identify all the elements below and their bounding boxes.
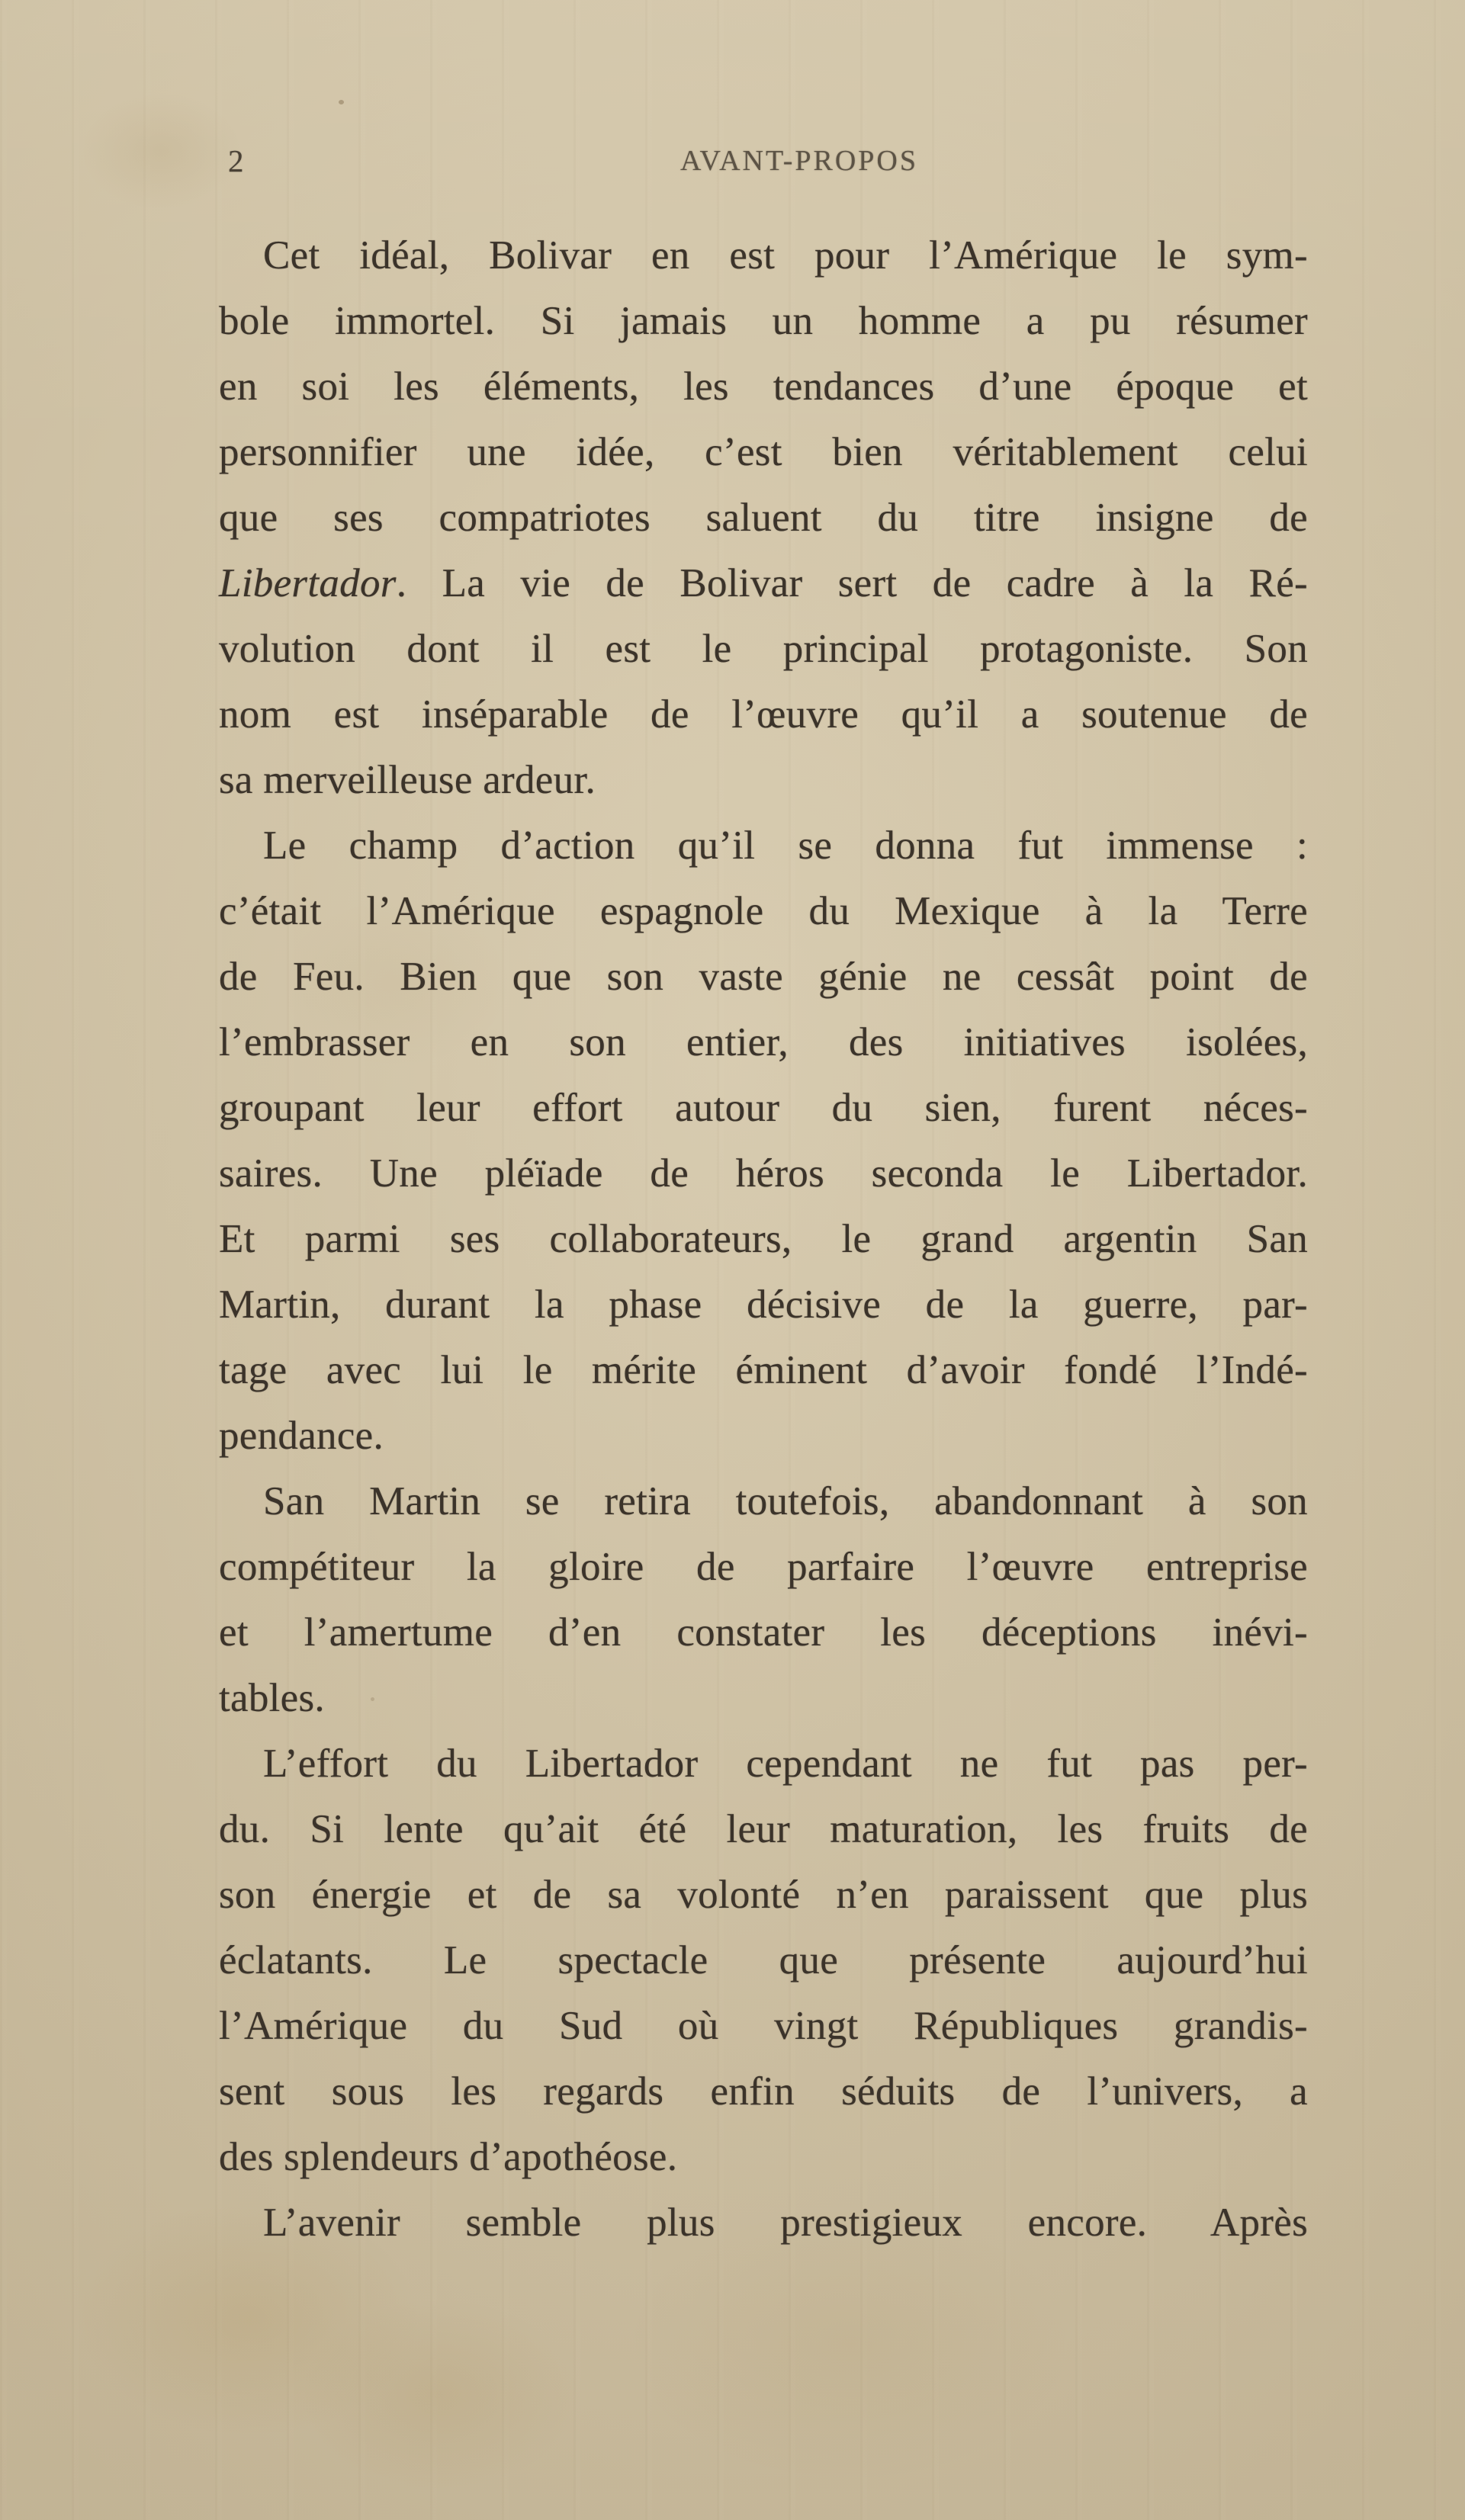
text-segment: l’embrasser en son entier, des initiatives isolées,: [219, 1020, 1308, 1064]
body-text: [219, 223, 1308, 2255]
text-segment: sent sous les regards enfin séduits de l’univers, a: [219, 2069, 1308, 2114]
text-line: [219, 2124, 1308, 2190]
text-segment: Cet idéal, Bolivar en est pour l’Amérique le sym-: [263, 233, 1308, 278]
text-segment: l’Amérique du Sud où vingt Républiques grandis-: [219, 2004, 1308, 2048]
text-line: [219, 1796, 1308, 1862]
text-line: [219, 288, 1308, 354]
text-segment: tables.: [219, 1676, 325, 1720]
text-line: [219, 813, 1308, 878]
text-line: [219, 1600, 1308, 1665]
text-line: [219, 1469, 1308, 1534]
text-segment: des splendeurs d’apothéose.: [219, 2135, 678, 2179]
text-segment: de Feu. Bien que son vaste génie ne cessât point de: [219, 955, 1308, 999]
text-line: [219, 616, 1308, 682]
text-line: [219, 1534, 1308, 1600]
text-line: [219, 1075, 1308, 1141]
text-segment: en soi les éléments, les tendances d’une époque et: [219, 364, 1308, 409]
text-line: [219, 1010, 1308, 1075]
text-segment: personnifier une idée, c’est bien véritablement celui: [219, 430, 1308, 474]
text-line: [219, 354, 1308, 419]
text-segment: que ses compatriotes saluent du titre insigne de: [219, 496, 1308, 540]
text-line: [219, 944, 1308, 1010]
text-segment: nom est inséparable de l’œuvre qu’il a soutenue de: [219, 692, 1308, 737]
text-line: [219, 1403, 1308, 1469]
text-segment: saires. Une pléïade de héros seconda le Libertador.: [219, 1151, 1308, 1196]
text-segment: L’avenir semble plus prestigieux encore. Après: [263, 2201, 1308, 2245]
text-segment: sa merveilleuse ardeur.: [219, 758, 596, 802]
text-line: [219, 878, 1308, 944]
text-segment: pendance.: [219, 1414, 384, 1458]
text-line: [219, 1272, 1308, 1337]
italic-text: Libertador: [219, 561, 397, 605]
text-line: [219, 747, 1308, 813]
text-segment: . La vie de Bolivar sert de cadre à la Ré-: [396, 561, 1308, 605]
text-segment: Martin, durant la phase décisive de la guerre, par-: [219, 1282, 1308, 1327]
text-segment: son énergie et de sa volonté n’en paraissent que plus: [219, 1873, 1308, 1917]
text-segment: Et parmi ses collaborateurs, le grand argentin San: [219, 1217, 1308, 1261]
text-segment: volution dont il est le principal protagoniste. Son: [219, 627, 1308, 671]
text-segment: groupant leur effort autour du sien, furent néces-: [219, 1086, 1308, 1130]
text-line: [219, 2190, 1308, 2255]
text-segment: éclatants. Le spectacle que présente aujourd’hui: [219, 1938, 1308, 1982]
text-line: [219, 1141, 1308, 1206]
text-line: [219, 1731, 1308, 1796]
text-segment: c’était l’Amérique espagnole du Mexique à la Terre: [219, 889, 1308, 933]
text-line: [219, 551, 1308, 616]
text-line: [219, 2059, 1308, 2124]
text-line: [219, 1862, 1308, 1928]
text-segment: et l’amertume d’en constater les déceptions inévi-: [219, 1610, 1308, 1655]
running-title: AVANT-PROPOS: [680, 145, 918, 177]
text-segment: du. Si lente qu’ait été leur maturation, les fruits de: [219, 1807, 1308, 1851]
text-line: [219, 1206, 1308, 1272]
text-line: [219, 419, 1308, 485]
text-segment: L’effort du Libertador cependant ne fut pas per-: [263, 1742, 1308, 1786]
text-line: [219, 1665, 1308, 1731]
text-line: [219, 682, 1308, 747]
text-line: [219, 485, 1308, 551]
text-segment: tage avec lui le mérite éminent d’avoir fondé l’Indé-: [219, 1348, 1308, 1392]
text-line: [219, 1928, 1308, 1993]
text-line: [219, 1993, 1308, 2059]
text-segment: bole immortel. Si jamais un homme a pu résumer: [219, 299, 1308, 343]
text-line: [219, 223, 1308, 288]
text-segment: San Martin se retira toutefois, abandonnant à son: [263, 1479, 1308, 1523]
text-line: [219, 1337, 1308, 1403]
page-number: 2: [228, 143, 244, 178]
paper-speck: [339, 100, 344, 104]
text-segment: compétiteur la gloire de parfaire l’œuvre entreprise: [219, 1545, 1308, 1589]
text-segment: Le champ d’action qu’il se donna fut immense :: [263, 823, 1308, 868]
